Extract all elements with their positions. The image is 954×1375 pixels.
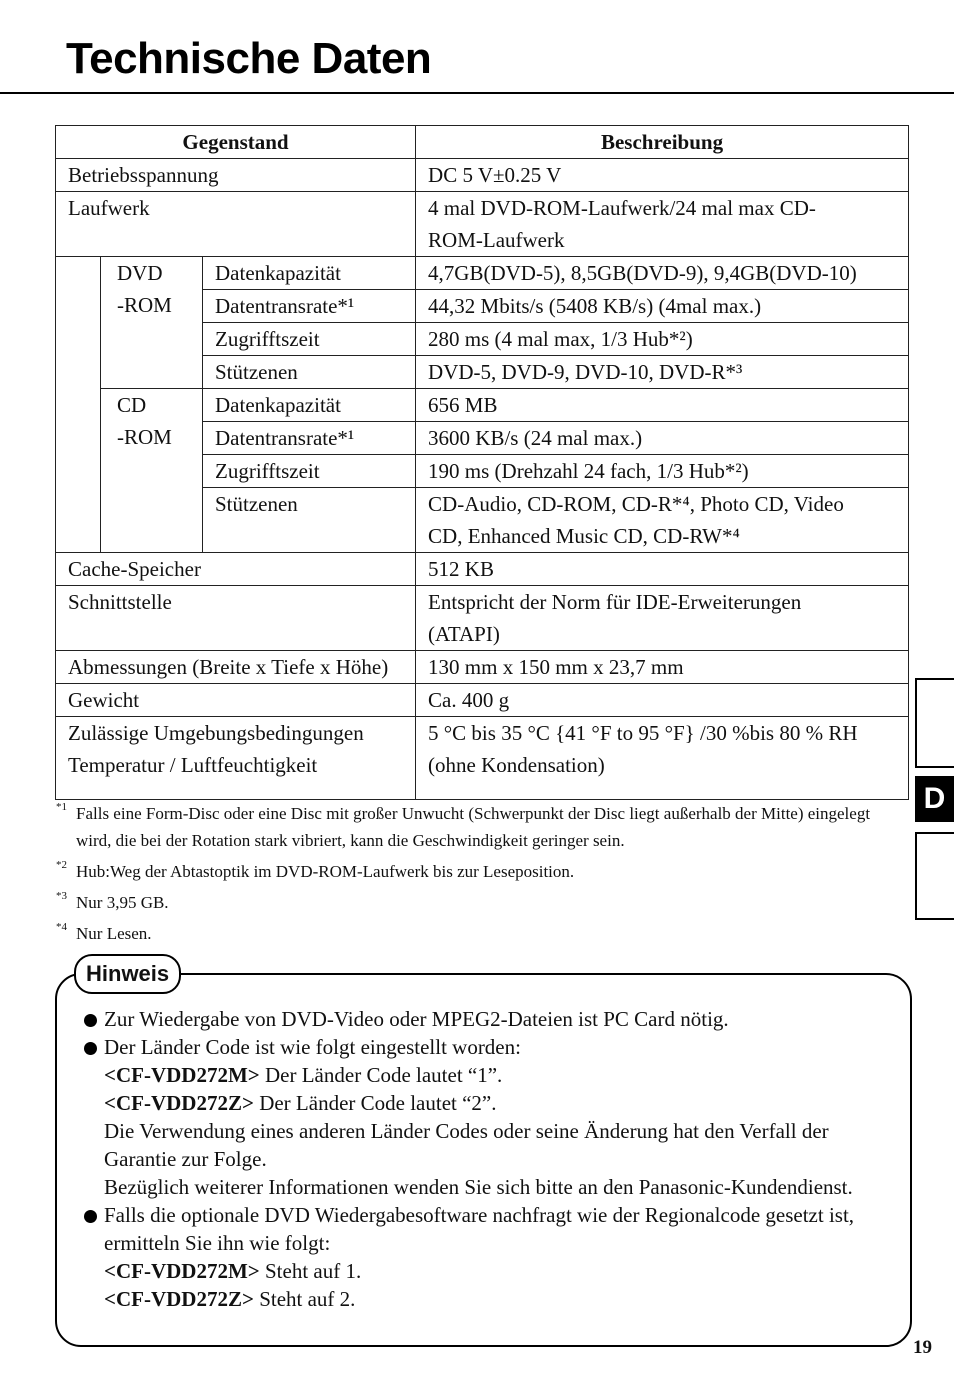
row-label: Stützenen xyxy=(203,356,416,389)
row-label: Datenkapazität xyxy=(203,389,416,422)
side-tab-bracket xyxy=(915,678,954,768)
footnote-mark: *3 xyxy=(56,890,67,902)
list-item xyxy=(84,1033,904,1061)
support-note: Bezüglich weiterer Informationen wenden Sie sich bitte an den Panasonic-Kundendienst. xyxy=(104,1175,853,1199)
row-value: Ca. 400 g xyxy=(416,684,909,717)
hinweis-label: Hinweis xyxy=(74,954,181,994)
row-label: Datenkapazität xyxy=(203,257,416,290)
value-line: ROM-Laufwerk xyxy=(428,228,565,252)
footnote-text: Falls eine Form-Disc oder eine Disc mit großer Unwucht (Schwerpunkt der Disc liegt außerhalb der Mitte) eingelegt wird, die bei der Rotation stark vibriert, kann die Geschwindigkeit geringer sein. xyxy=(76,804,871,850)
row-value: 130 mm x 150 mm x 23,7 mm xyxy=(416,651,909,684)
row-value: 3600 KB/s (24 mal max.) xyxy=(416,422,909,455)
region-text: Steht auf 1. xyxy=(259,1259,362,1283)
row-label xyxy=(56,717,416,800)
value-line: CD-Audio, CD-ROM, CD-R*⁴, Photo CD, Video xyxy=(428,492,844,516)
row-value: 512 KB xyxy=(416,553,909,586)
row-label: Zugrifftszeit xyxy=(203,323,416,356)
footnote-mark: *2 xyxy=(56,859,67,871)
table-row xyxy=(56,257,909,290)
page-title: Technische Daten xyxy=(66,34,432,83)
header-item: Gegenstand xyxy=(56,126,416,159)
label-line: Temperatur / Luftfeuchtigkeit xyxy=(68,753,318,777)
footnote-mark: *1 xyxy=(56,801,67,813)
row-value: DVD-5, DVD-9, DVD-10, DVD-R*³ xyxy=(416,356,909,389)
header-description: Beschreibung xyxy=(416,126,909,159)
table-row xyxy=(56,651,909,684)
value-line: (ohne Kondensation) xyxy=(428,753,605,777)
table-header-row xyxy=(56,126,909,159)
row-label: Gewicht xyxy=(56,684,416,717)
bullet-icon xyxy=(84,1014,97,1027)
table-row xyxy=(56,684,909,717)
group-label: -ROM xyxy=(117,425,172,449)
row-value: 656 MB xyxy=(416,389,909,422)
row-label: Cache-Speicher xyxy=(56,553,416,586)
footnote-text: Nur 3,95 GB. xyxy=(76,893,169,912)
row-value xyxy=(416,586,909,651)
row-value: 280 ms (4 mal max, 1/3 Hub*²) xyxy=(416,323,909,356)
list-item-text: Falls die optionale DVD Wiedergabesoftware nachfragt wie der Regionalcode gesetzt ist, ermitteln Sie ihn wie folgt: xyxy=(104,1203,855,1255)
table-row xyxy=(56,389,909,422)
footnote-text: Nur Lesen. xyxy=(76,924,152,943)
model-name: <CF-VDD272M> xyxy=(104,1063,260,1087)
footnote-mark: *4 xyxy=(56,921,67,933)
row-value: 44,32 Mbits/s (5408 KB/s) (4mal max.) xyxy=(416,290,909,323)
list-item-text: Zur Wiedergabe von DVD-Video oder MPEG2-Dateien ist PC Card nötig. xyxy=(104,1007,729,1031)
row-label: Stützenen xyxy=(203,488,416,553)
row-value: DC 5 V±0.25 V xyxy=(416,159,909,192)
row-value xyxy=(416,192,909,257)
value-line: 4 mal DVD-ROM-Laufwerk/24 mal max CD- xyxy=(428,196,816,220)
region-line-z xyxy=(84,1089,904,1117)
model-name: <CF-VDD272M> xyxy=(104,1259,260,1283)
group-dvd-rom xyxy=(101,257,203,389)
table-row xyxy=(56,192,909,257)
row-label: Abmessungen (Breite x Tiefe x Höhe) xyxy=(56,651,416,684)
indent-spacer xyxy=(56,257,101,553)
list-item xyxy=(84,1201,904,1257)
table-row xyxy=(56,717,909,800)
value-line: CD, Enhanced Music CD, CD-RW*⁴ xyxy=(428,524,740,548)
footnote xyxy=(56,800,908,854)
bullet-icon xyxy=(84,1042,97,1055)
row-label: Laufwerk xyxy=(56,192,416,257)
row-value: 4,7GB(DVD-5), 8,5GB(DVD-9), 9,4GB(DVD-10) xyxy=(416,257,909,290)
group-cd-rom xyxy=(101,389,203,553)
table-row xyxy=(56,586,909,651)
list-item-text: Der Länder Code ist wie folgt eingestellt worden: xyxy=(104,1035,521,1059)
group-label: CD xyxy=(117,393,147,417)
region-setting-m xyxy=(84,1257,904,1285)
row-label: Zugrifftszeit xyxy=(203,455,416,488)
value-line: Entspricht der Norm für IDE-Erweiterungen xyxy=(428,590,802,614)
row-value xyxy=(416,717,909,800)
group-label: -ROM xyxy=(117,293,172,317)
model-name: <CF-VDD272Z> xyxy=(104,1091,254,1115)
label-line: Zulässige Umgebungsbedingungen xyxy=(68,721,364,745)
row-label: Datentransrate*¹ xyxy=(203,290,416,323)
warranty-note: Die Verwendung eines anderen Länder Codes oder seine Änderung hat den Verfall der Garantie zur Folge. xyxy=(104,1119,829,1171)
bullet-icon xyxy=(84,1210,97,1223)
region-line-m xyxy=(84,1061,904,1089)
page-number: 19 xyxy=(913,1337,932,1358)
model-name: <CF-VDD272Z> xyxy=(104,1287,254,1311)
title-divider xyxy=(0,92,954,94)
row-value: 190 ms (Drehzahl 24 fach, 1/3 Hub*²) xyxy=(416,455,909,488)
region-text: Steht auf 2. xyxy=(253,1287,356,1311)
row-label: Betriebsspannung xyxy=(56,159,416,192)
footnote xyxy=(56,858,908,885)
row-value xyxy=(416,488,909,553)
region-setting-z xyxy=(84,1285,904,1313)
footnote xyxy=(56,920,908,947)
hinweis-body xyxy=(84,1005,904,1313)
value-line: 5 °C bis 35 °C {41 °F to 95 °F} /30 %bis 80 % RH xyxy=(428,721,858,745)
side-tab-d: D xyxy=(915,776,954,822)
list-item xyxy=(84,1005,904,1033)
value-line: (ATAPI) xyxy=(428,622,500,646)
side-tab-bracket xyxy=(915,832,954,920)
footnote-text: Hub:Weg der Abtastoptik im DVD-ROM-Laufwerk bis zur Leseposition. xyxy=(76,862,575,881)
row-label: Datentransrate*¹ xyxy=(203,422,416,455)
table-row xyxy=(56,553,909,586)
group-label: DVD xyxy=(117,261,163,285)
table-row xyxy=(56,159,909,192)
row-label: Schnittstelle xyxy=(56,586,416,651)
footnotes xyxy=(56,800,908,951)
footnote xyxy=(56,889,908,916)
region-text: Der Länder Code lautet “2”. xyxy=(253,1091,497,1115)
spec-table xyxy=(55,125,909,800)
region-text: Der Länder Code lautet “1”. xyxy=(259,1063,503,1087)
